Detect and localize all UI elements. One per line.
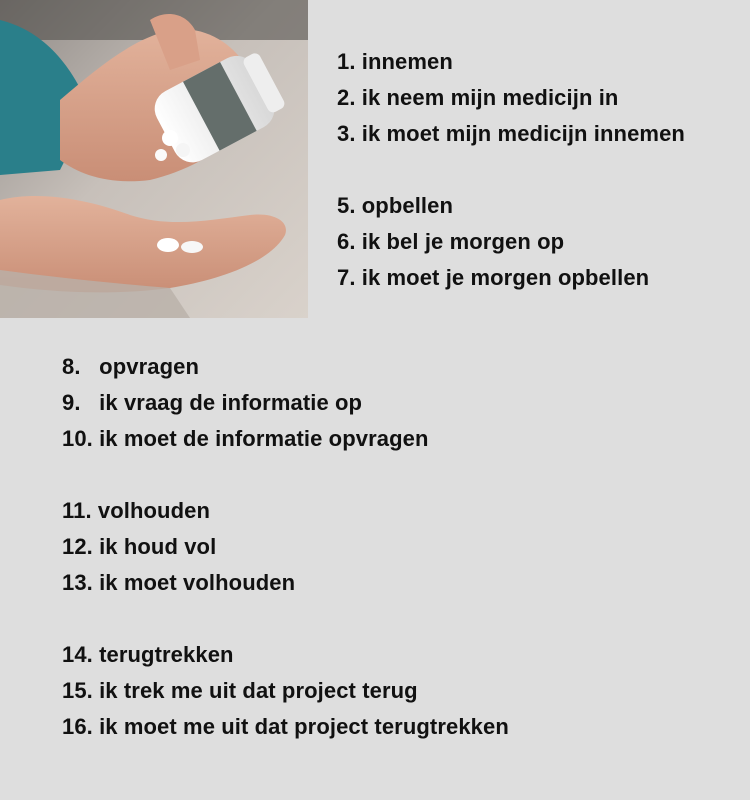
list-item: 6. ik bel je morgen op xyxy=(337,229,565,254)
list-item: 7. ik moet je morgen opbellen xyxy=(337,265,650,290)
list-item: 15. ik trek me uit dat project terug xyxy=(62,678,418,703)
pills-photo xyxy=(0,0,308,318)
list-item: 10. ik moet de informatie opvragen xyxy=(62,426,429,451)
verb-list-top xyxy=(337,44,685,296)
list-item: 1. innemen xyxy=(337,49,453,74)
list-item: 16. ik moet me uit dat project terugtrekken xyxy=(62,714,509,739)
list-item: 12. ik houd vol xyxy=(62,534,217,559)
hand-pouring-pills-photo-icon xyxy=(0,0,308,318)
list-item: 5. opbellen xyxy=(337,193,454,218)
list-item: 2. ik neem mijn medicijn in xyxy=(337,85,619,110)
verb-list-bottom xyxy=(62,349,509,745)
list-item: 13. ik moet volhouden xyxy=(62,570,296,595)
list-item: 3. ik moet mijn medicijn innemen xyxy=(337,121,685,146)
list-item: 8. opvragen xyxy=(62,354,200,379)
list-item: 9. ik vraag de informatie op xyxy=(62,390,363,415)
list-item: 14. terugtrekken xyxy=(62,642,234,667)
list-item: 11. volhouden xyxy=(62,498,210,523)
